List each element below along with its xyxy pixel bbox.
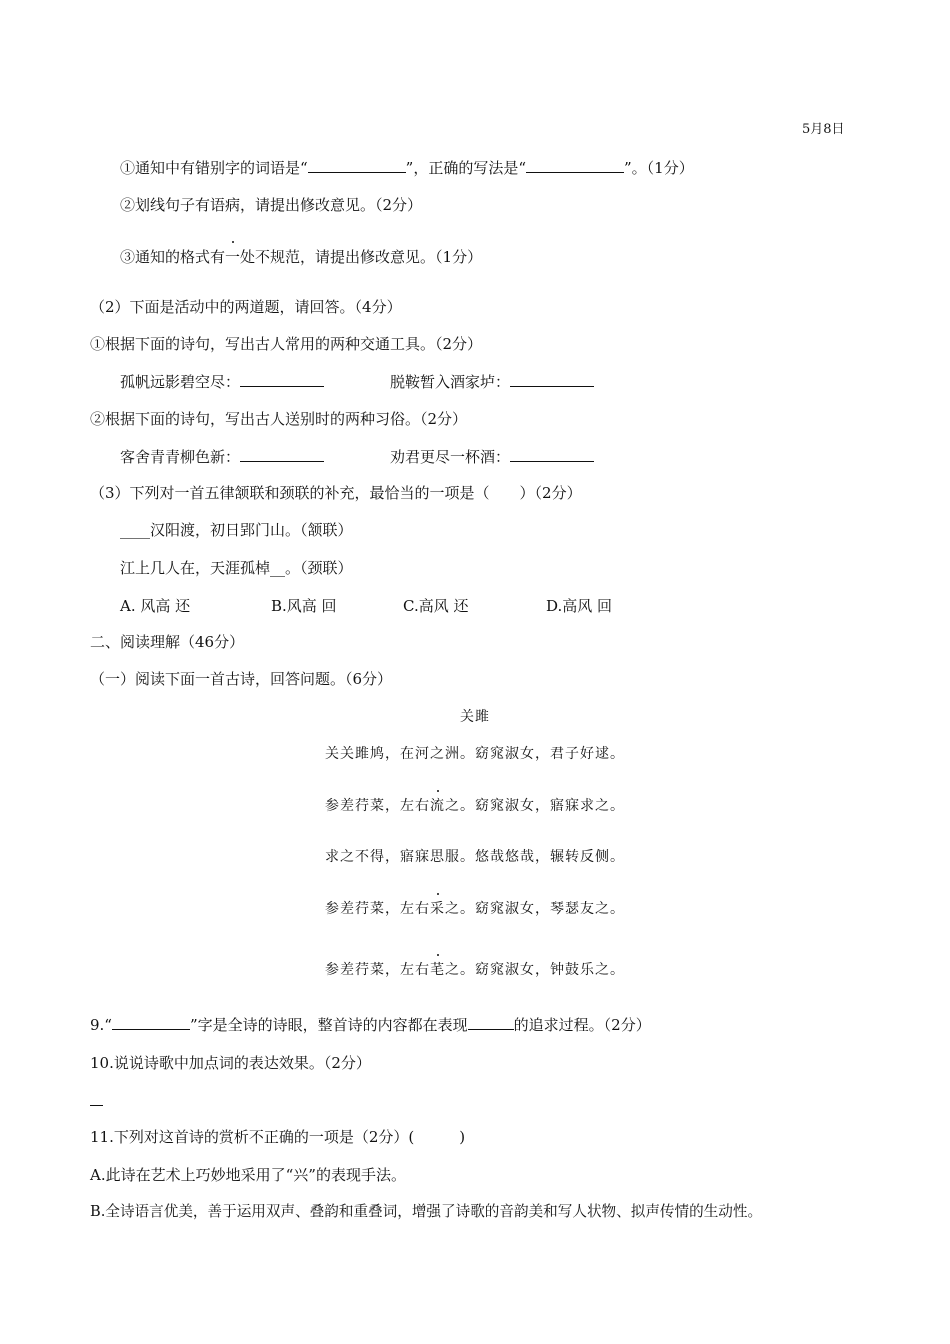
q3-line2-suffix: 。（颈联） [285,559,353,577]
question-2a-title: ①根据下面的诗句，写出古人常用的两种交通工具。（2分） [90,335,483,353]
q1-sub1-suffix: ”。（1分） [624,159,694,177]
poem-line-prefix: 参差荇菜，左右 [325,901,430,917]
q9-middle: ”字是全诗的诗眼，整首诗的内容都在表现 [189,1016,468,1034]
q3-line1-text: 汉阳渡，初日郢门山。（颔联） [150,521,353,539]
question-2-title: （2）下面是活动中的两道题，请回答。（4分） [90,298,402,316]
poem-line-left: 客舍青青柳色新： [120,448,241,466]
answer-blank[interactable] [240,447,324,462]
question-2a-answers [120,372,324,392]
dotted-char: 一 [225,248,241,266]
poem-line [0,796,950,816]
question-2b-title: ②根据下面的诗句，写出古人送别时的两种习俗。（2分） [90,410,468,428]
question-2a-answers-right [390,372,594,392]
poem-line-prefix: 参差荇菜，左右 [325,798,430,814]
poem-line-suffix: 之。窈窕淑女，钟鼓乐之。 [445,962,625,978]
question-3-line-2 [120,558,353,578]
poem-line-left: 孤帆远影碧空尽： [120,373,241,391]
page-date: 5月8日 [802,122,845,137]
question-10: 10.说说诗歌中加点词的表达效果。（2分） [90,1054,371,1072]
option-c[interactable]: C.高风 还 [403,597,469,615]
poem-line: 关关雎鸠，在河之洲。窈窕淑女，君子好逑。 [325,746,625,762]
dotted-char: 流 [430,798,445,814]
answer-blank[interactable] [468,1015,514,1030]
answer-line[interactable] [90,1105,103,1106]
question-1-sub-2: ②划线句子有语病，请提出修改意见。（2分） [120,196,423,214]
dotted-char: 芼 [430,962,445,978]
poem-line-right: 劝君更尽一杯酒： [390,448,511,466]
option-d[interactable]: D.高风 回 [546,597,613,615]
answer-blank[interactable] [510,447,594,462]
poem-line [0,960,950,980]
answer-blank[interactable] [308,158,406,173]
answer-blank[interactable] [112,1015,190,1030]
q1-sub1-prefix: ①通知中有错别字的词语是“ [120,159,308,177]
section-2-title: 二、阅读理解（46分） [90,633,245,651]
poem-line-right: 脱鞍暂入酒家垆： [390,373,511,391]
option-a[interactable]: A. 风高 还 [120,597,191,615]
answer-blank[interactable]: ____ [120,521,150,539]
question-2b-answers [120,447,324,467]
answer-blank[interactable] [240,372,324,387]
section-2-part-1: （一）阅读下面一首古诗，回答问题。（6分） [90,670,393,688]
q1-sub3-suffix: 处不规范，请提出修改意见。（1分） [240,248,483,266]
dotted-char: 采 [430,901,445,917]
q1-sub1-middle: ”，正确的写法是“ [405,159,527,177]
question-3-line-1 [120,520,353,540]
poem-line-suffix: 之。窈窕淑女，琴瑟友之。 [445,901,625,917]
q9-prefix: 9.“ [90,1016,112,1034]
question-9 [90,1015,651,1035]
poem-line-prefix: 参差荇菜，左右 [325,962,430,978]
q9-suffix: 的追求过程。（2分） [513,1016,651,1034]
answer-blank[interactable]: __ [270,559,286,577]
question-1-sub-1 [120,158,694,178]
poem-title: 关雎 [460,709,490,725]
q3-line2-text: 江上几人在，天涯孤棹 [120,559,271,577]
option-b[interactable]: B.风高 回 [271,597,337,615]
q11-option-a[interactable]: A.此诗在艺术上巧妙地采用了“兴”的表现手法。 [90,1166,406,1184]
answer-blank[interactable] [510,372,594,387]
question-11-title: 11.下列对这首诗的赏析不正确的一项是（2分）( ) [90,1128,466,1146]
poem-line [0,899,950,919]
q1-sub3-prefix: ③通知的格式有 [120,248,226,266]
question-2b-answers-right [390,447,594,467]
question-3-title: （3）下列对一首五律颔联和颈联的补充，最恰当的一项是（ ）（2分） [90,484,582,502]
question-1-sub-3 [120,247,482,267]
q11-option-b[interactable]: B.全诗语言优美，善于运用双声、叠韵和重叠词，增强了诗歌的音韵美和写人状物、拟声传情的生动性。 [90,1203,763,1220]
poem-line: 求之不得，寤寐思服。悠哉悠哉，辗转反侧。 [325,849,625,865]
answer-blank[interactable] [526,158,624,173]
poem-line-suffix: 之。窈窕淑女，寤寐求之。 [445,798,625,814]
